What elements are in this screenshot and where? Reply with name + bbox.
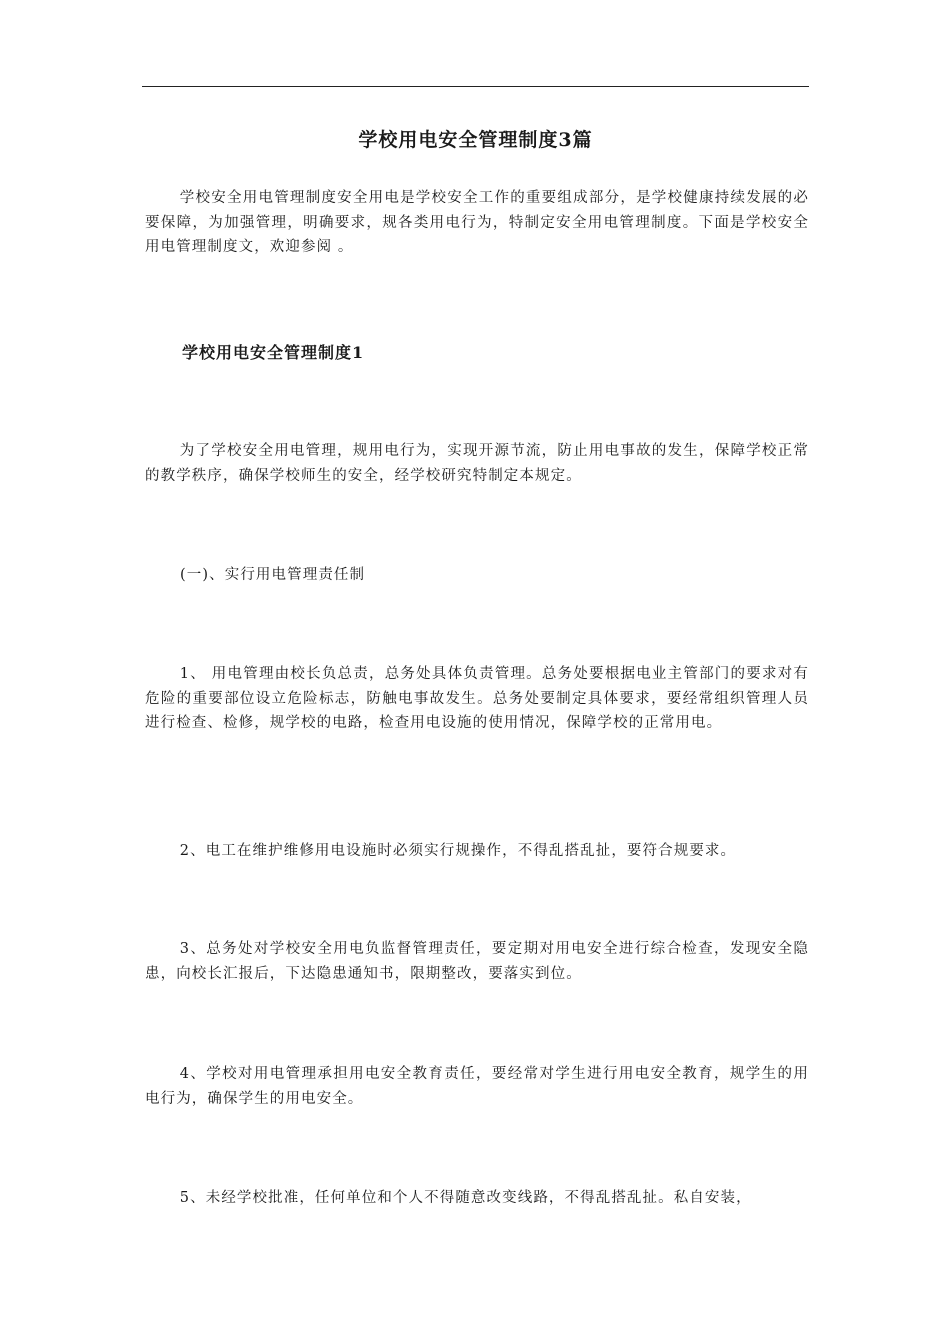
header-rule: [142, 86, 809, 87]
subsection-heading: (一)、实行用电管理责任制: [180, 567, 366, 583]
intro-paragraph: 学校安全用电管理制度安全用电是学校安全工作的重要组成部分，是学校健康持续发展的必要保障，为加强管理，明确要求，规各类用电行为，特制定安全用电管理制度。下面是学校安全用电管理制度文，欢迎参阅 。: [145, 190, 809, 255]
preamble-paragraph: 为了学校安全用电管理，规用电行为，实现开源节流，防止用电事故的发生，保障学校正常的教学秩序，确保学校师生的安全，经学校研究特制定本规定。: [145, 443, 809, 484]
rule-item-4: 4、学校对用电管理承担用电安全教育责任，要经常对学生进行用电安全教育，规学生的用电行为，确保学生的用电安全。: [145, 1066, 809, 1107]
rule-item-3: 3、总务处对学校安全用电负监督管理责任，要定期对用电安全进行综合检查，发现安全隐患，向校长汇报后，下达隐患通知书，限期整改，要落实到位。: [145, 941, 809, 982]
rule-item-5: 5、未经学校批准，任何单位和个人不得随意改变线路，不得乱搭乱扯。私自安装，: [179, 1190, 752, 1206]
rule-item-2: 2、电工在维护维修用电设施时必须实行规操作，不得乱搭乱扯，要符合规要求。: [179, 843, 737, 859]
section-heading: 学校用电安全管理制度1: [182, 343, 365, 362]
rule-item-1: 1、 用电管理由校长负总责，总务处具体负责管理。总务处要根据电业主管部门的要求对有危险的重要部位设立危险标志，防触电事故发生。总务处要制定具体要求，要经常组织管理人员进行检查、检修，规学校的电路，检查用电设施的使用情况，保障学校的正常用电。: [145, 666, 809, 731]
document-title: 学校用电安全管理制度3篇: [358, 129, 593, 151]
